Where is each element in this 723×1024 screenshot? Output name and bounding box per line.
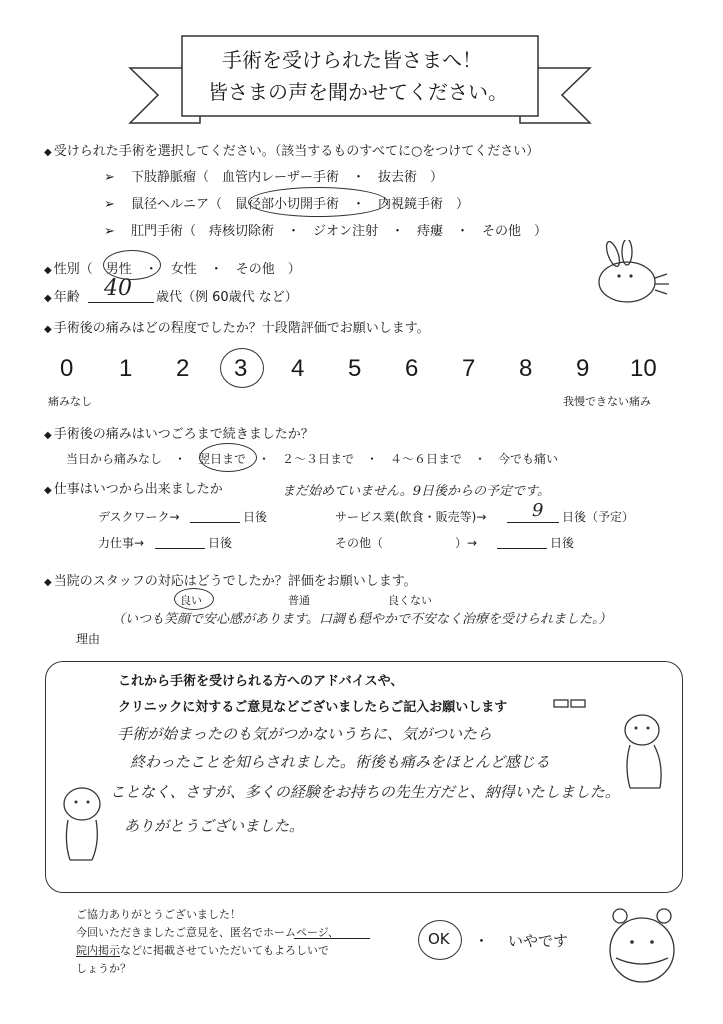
arrow-icon: ➢ [104,224,115,239]
pain-scale-6: 6 [405,355,419,382]
advice-line-2: 終わったことを知らされました。術後も痛みをほとんど感じる [130,753,550,771]
duration-label: ◆ 手術後の痛みはいつごろまで続きましたか？ [44,423,314,442]
pain-scale-10: 10 [630,355,657,382]
work-other-days: 日後 [550,536,575,550]
staff-reason-label: 理由 [76,632,101,646]
work-note: まだ始めていません。9日後からの予定です。 [282,484,551,499]
duration-options: 当日から痛みなし ・ 翌日まで ・ ２～３日まで ・ ４～６日まで ・ 今でも痛い [66,452,559,466]
ok-option[interactable]: OK [428,930,450,948]
notice-underline [76,956,120,957]
desk-underline [190,522,240,523]
pencil-icon [552,696,588,712]
work-physical: 力仕事→ [98,536,145,550]
staff-reason: （いつも笑顔で安心感があります。口調も穏やかで不安なく治療を受けられました。） [112,612,612,627]
work-label: ◆ 仕事はいつから出来ましたか [44,478,223,497]
homepage-underline [294,938,370,939]
pain-high-label: 我慢できない痛み [563,395,651,408]
advice-line-4: ありがとうございました。 [124,817,305,835]
footer-line-1: ご協力ありがとうございました！ [76,908,241,921]
title-line1: 手術を受けられた皆さまへ！ [222,48,482,72]
work-desk: デスクワーク→ [98,510,180,524]
pain-scale-0: 0 [60,355,74,382]
q1-label: ◆ 受けられた手術を選択してください。（該当するものすべてに○をつけてください） [44,140,539,159]
pain-scale-5: 5 [348,355,362,382]
circle-mark-duration [199,443,257,472]
footer-line-4: しょうか？ [76,962,131,975]
pain-label: ◆ 手術後の痛みはどの程度でしたか？十段階評価でお願いします。 [44,317,430,336]
advice-line-1: 手術が始まったのも気がつかないうちに、気がついたら [117,725,493,743]
work-service-days: 日後（予定） [562,510,635,524]
work-physical-days: 日後 [208,536,233,550]
q1-row-1-text: 下肢静脈瘤（ 血管内レーザー手術 ・ 抜去術 ） [131,170,444,185]
q1-row-2-text: 鼠径ヘルニア（ 鼠径部小切開手術 ・ 内視鏡手術 ） [131,197,470,212]
pain-scale-8: 8 [519,355,533,382]
staff-bad: 良くない [388,594,432,607]
age-value: 40 [104,276,132,301]
footer-line-2: 今回いただきましたご意見を、匿名でホームページ、 [76,926,339,939]
rabbit-illustration-left [56,780,108,864]
pain-low-label: 痛みなし [48,395,92,408]
age-underline [88,302,154,303]
circle-mark-pain [220,348,264,388]
work-service-value: 9 [532,500,544,521]
bear-illustration [606,906,680,986]
advice-header2: クリニックに対するご意見などございましたらご記入お願いします [118,700,508,715]
circle-mark-ok [418,920,462,960]
pain-scale-2: 2 [176,355,190,382]
q1-row-3 [104,220,547,239]
circle-mark-surgery [248,187,388,217]
age-label: ◆ 年齢 [44,286,80,305]
circle-mark-staff [174,588,214,610]
q1-row-3-text: 肛門手術（ 痔核切除術 ・ ジオン注射 ・ 痔瘻 ・ その他 ） [131,224,548,239]
pain-scale-4: 4 [291,355,305,382]
work-desk-days: 日後 [243,510,268,524]
pain-scale-3: 3 [234,355,248,382]
gender-label: ◆ 性別（ 男性 ・ 女性 ・ その他 ） [44,258,301,277]
title-line2: 皆さまの声を聞かせてください。 [208,80,508,104]
footer-line-3: 院内掲示などに掲載させていただいてもよろしいで [76,944,329,957]
arrow-icon: ➢ [104,197,115,212]
work-service: サービス業(飲食・販売等)→ [335,510,487,524]
pain-scale-9: 9 [576,355,590,382]
advice-line-3: ことなく、さすが、多くの経験をお持ちの先生方だと、納得いたしました。 [110,783,620,801]
rabbit-illustration [595,240,675,305]
work-other: その他（ ）→ [335,536,478,550]
pain-scale-1: 1 [119,355,133,382]
option-separator: ・ [474,932,490,950]
arrow-icon: ➢ [104,170,115,185]
service-underline [507,522,559,523]
pain-scale-7: 7 [462,355,476,382]
q1-row-1 [104,166,443,185]
age-suffix: 歳代（例 60歳代 など） [156,290,298,305]
staff-label: ◆ 当院のスタッフの対応はどうでしたか？評価をお願いします。 [44,570,417,589]
physical-underline [155,548,205,549]
staff-good: 良い [180,594,202,607]
rabbit-illustration-right [618,708,674,798]
advice-header1: これから手術を受けられる方へのアドバイスや、 [118,674,404,689]
no-option[interactable]: いやです [508,932,569,950]
staff-normal: 普通 [288,594,310,607]
other-underline [497,548,547,549]
